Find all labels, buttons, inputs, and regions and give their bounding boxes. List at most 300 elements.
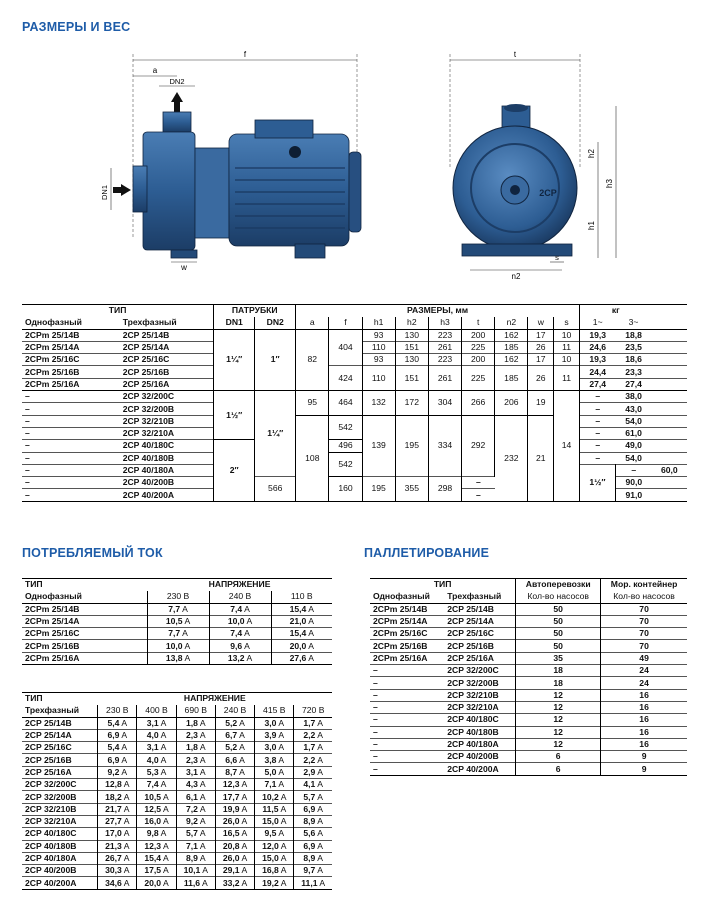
cell-kg1: – <box>476 489 481 500</box>
cell-current <box>98 877 137 889</box>
cell-kg3: 54,0 <box>625 452 642 463</box>
current-unit: A <box>239 766 245 777</box>
cell-s: 11 <box>554 366 580 391</box>
cell-kg1: 27,4 <box>589 378 607 389</box>
current-value: 1,8 <box>185 742 198 753</box>
dim-label-h1: h1 <box>587 221 596 230</box>
cell-current <box>294 852 332 864</box>
current-unit: A <box>199 754 206 765</box>
cell-model: 2CPm 25/16A <box>22 652 147 664</box>
current-value: 3,1 <box>146 717 159 728</box>
current-unit: A <box>241 840 248 851</box>
cell-current <box>137 852 176 864</box>
table-row <box>370 628 687 640</box>
col-a: a <box>296 317 329 329</box>
table-row <box>22 717 332 729</box>
cell-w: 26 <box>528 366 554 391</box>
cell-current <box>215 766 254 778</box>
current-value: 6,6 <box>225 754 238 765</box>
current-value: 26,0 <box>222 816 240 827</box>
current-unit: A <box>241 865 248 876</box>
current-value: 8,7 <box>225 766 238 777</box>
cell-current <box>98 779 137 791</box>
cell-model: – <box>373 702 378 713</box>
col-single: Однофазный <box>22 591 147 603</box>
current-unit: A <box>319 877 326 888</box>
current-value: 26,0 <box>222 853 240 863</box>
current-unit: A <box>123 853 130 863</box>
current-value: 6,9 <box>107 754 120 765</box>
table-row <box>370 751 687 763</box>
current-unit: A <box>280 791 287 802</box>
cell-h3: 223 <box>428 354 461 366</box>
hdr-ports: ПАТРУБКИ <box>214 305 296 317</box>
current-unit: A <box>160 828 167 839</box>
cell-current <box>271 640 332 652</box>
cell-t: 298 <box>428 477 461 502</box>
current-unit: A <box>308 616 314 627</box>
current-unit: A <box>280 816 287 827</box>
current-unit: A <box>241 828 248 839</box>
current-value: 11,6 <box>183 877 201 888</box>
cell-current <box>294 877 332 889</box>
current-unit: A <box>160 754 167 765</box>
cell-n2: 232 <box>495 415 528 501</box>
cell-t: 200 <box>462 329 495 341</box>
dim-label-w: w <box>181 263 187 272</box>
cell-a: 82 <box>296 329 329 390</box>
col-h3: h3 <box>428 317 461 329</box>
cell-current <box>147 628 209 640</box>
hdr-weight: кг <box>611 305 620 316</box>
cell-count-sea: 16 <box>639 714 649 725</box>
cell-model: 2CP 25/16A <box>120 378 214 390</box>
cell-a: 95 <box>296 391 329 416</box>
cell-dn2: 1½″ <box>579 464 615 501</box>
current-value: 21,3 <box>105 840 122 851</box>
current-value: 2,9 <box>303 766 316 777</box>
current-value: 9,2 <box>185 816 198 827</box>
current-value: 6,1 <box>185 791 198 802</box>
cell-count-auto: 50 <box>516 615 601 627</box>
cell-model: 2CP 32/210A <box>22 815 98 827</box>
current-value: 30,3 <box>105 865 122 876</box>
col-voltage: 690 В <box>176 705 215 717</box>
current-unit: A <box>317 791 323 802</box>
col-three: Трехфазный <box>120 317 214 329</box>
current-unit: A <box>182 603 188 614</box>
current-value: 20,8 <box>222 840 240 851</box>
cell-model: 2CP 25/14A <box>22 729 98 741</box>
current-value: 13,8 <box>165 652 183 663</box>
current-unit: A <box>280 840 287 851</box>
cell-current <box>255 717 294 729</box>
cell-f: 542 <box>329 452 362 477</box>
current-unit: A <box>184 652 191 663</box>
cell-s: 10 <box>554 329 580 341</box>
cell-current <box>98 815 137 827</box>
cell-model: 2CP 25/14A <box>447 616 494 627</box>
cell-count-sea: 16 <box>639 739 649 749</box>
cell-dn1: 1½″ <box>214 391 255 440</box>
current-unit: A <box>199 803 206 814</box>
cell-current <box>271 615 332 627</box>
current-value: 10,1 <box>183 865 201 876</box>
cell-current <box>176 717 215 729</box>
cell-count-sea: 70 <box>639 628 649 639</box>
current-value: 12,3 <box>222 779 240 790</box>
current-value: 8,9 <box>303 853 316 863</box>
col-h1: h1 <box>362 317 395 329</box>
current-unit: A <box>162 791 169 802</box>
table-row <box>370 689 687 701</box>
cell-current <box>98 754 137 766</box>
current-unit: A <box>278 742 285 753</box>
section-title-palletizing: ПАЛЛЕТИРОВАНИЕ <box>364 546 490 560</box>
current-value: 2,3 <box>185 730 198 741</box>
cell-model: 2CP 25/16B <box>120 366 214 378</box>
pump-side-view-drawing <box>95 48 365 278</box>
current-unit: A <box>317 730 323 741</box>
cell-f: 542 <box>329 415 362 440</box>
cell-current <box>98 791 137 803</box>
cell-model: 2CP 32/200B <box>120 403 214 415</box>
cell-current <box>215 742 254 754</box>
cell-current <box>215 815 254 827</box>
cell-model: 2CP 25/14B <box>447 603 494 614</box>
cell-current <box>255 766 294 778</box>
cell-model: – <box>25 403 30 414</box>
cell-model: 2CP 25/16A <box>22 766 98 778</box>
table-row <box>370 714 687 726</box>
hdr-type: ТИП <box>22 305 214 317</box>
cell-model: – <box>25 440 30 451</box>
cell-h3: 355 <box>395 477 428 502</box>
cell-model: 2CP 40/180A <box>120 464 214 476</box>
current-value: 6,9 <box>107 730 120 741</box>
current-unit: A <box>160 742 167 753</box>
col-voltage: 230 В <box>147 591 209 603</box>
current-unit: A <box>199 791 206 802</box>
current-value: 16,0 <box>144 816 162 827</box>
cell-kg3: 43,0 <box>625 403 642 414</box>
current-unit: A <box>241 803 248 814</box>
cell-current <box>98 852 137 864</box>
current-unit: A <box>199 779 206 790</box>
cell-current <box>137 815 176 827</box>
cell-s: 10 <box>554 354 580 366</box>
current-value: 10,5 <box>144 791 162 802</box>
cell-current <box>294 865 332 877</box>
cell-model: 2CP 40/180C <box>22 828 98 840</box>
current-value: 2,2 <box>303 754 316 765</box>
cell-f: 424 <box>329 366 362 391</box>
hdr-voltage: НАПРЯЖЕНИЕ <box>208 579 271 590</box>
current-unit: A <box>244 640 250 651</box>
col-voltage: 110 В <box>290 591 313 602</box>
cell-current <box>215 852 254 864</box>
cell-model: 2CPm 25/16A <box>373 652 428 663</box>
cell-model: 2CPm 25/14B <box>373 603 428 614</box>
cell-model: 2CPm 25/16B <box>25 366 80 377</box>
current-value: 3,9 <box>264 730 277 741</box>
current-value: 9,2 <box>107 766 120 777</box>
current-value: 12,0 <box>262 840 279 851</box>
cell-count-auto: 12 <box>516 714 601 726</box>
table-row <box>22 815 332 827</box>
cell-current <box>294 779 332 791</box>
current-value: 19,2 <box>262 877 279 888</box>
cell-current <box>137 828 176 840</box>
current-unit: A <box>199 742 206 753</box>
table-row <box>22 754 332 766</box>
cell-current <box>255 852 294 864</box>
current-unit: A <box>199 766 206 777</box>
cell-model: 2CP 40/200A <box>447 763 499 774</box>
table-row <box>22 440 687 452</box>
cell-h2: 130 <box>395 354 428 366</box>
current-unit: A <box>123 865 130 876</box>
current-unit: A <box>278 717 285 728</box>
cell-a: 108 <box>296 415 329 501</box>
table-row <box>22 865 332 877</box>
cell-model: 2CP 25/14B <box>22 717 98 729</box>
cell-current <box>98 729 137 741</box>
col-voltage: 415 В <box>255 705 294 717</box>
cell-current <box>137 865 176 877</box>
cell-current <box>294 815 332 827</box>
cell-h1: 93 <box>362 354 395 366</box>
cell-model: 2CP 32/210A <box>447 702 499 713</box>
current-value: 3,0 <box>264 742 277 753</box>
current-unit: A <box>241 779 248 790</box>
current-value: 3,1 <box>185 766 198 777</box>
cell-model: 2CP 40/180C <box>447 714 499 725</box>
cell-h1: 93 <box>362 329 395 341</box>
cell-current <box>255 754 294 766</box>
current-value: 1,8 <box>185 717 198 728</box>
current-unit: A <box>317 779 323 790</box>
current-value: 7,1 <box>185 840 198 851</box>
col-kg3: 3~ <box>628 317 639 328</box>
current-value: 19,9 <box>222 803 240 814</box>
cell-model: – <box>373 726 378 737</box>
cell-model: – <box>25 489 30 500</box>
cell-count-sea: 70 <box>639 616 649 627</box>
current-unit: A <box>239 742 245 753</box>
cell-model: 2CP 32/210B <box>447 689 499 700</box>
current-three-phase-table <box>22 692 332 890</box>
cell-model: 2CPm 25/16B <box>373 640 428 651</box>
current-unit: A <box>241 816 248 827</box>
cell-model: – <box>25 391 30 402</box>
col-voltage: 240 В <box>209 591 271 603</box>
current-unit: A <box>246 616 253 627</box>
current-unit: A <box>162 877 169 888</box>
cell-current <box>294 803 332 815</box>
cell-current <box>137 791 176 803</box>
cell-model: 2CP 40/200B <box>447 751 499 762</box>
cell-kg1: – <box>595 403 601 414</box>
current-value: 17,5 <box>144 865 162 876</box>
current-unit: A <box>280 853 287 863</box>
current-value: 7,2 <box>185 803 198 814</box>
current-value: 29,1 <box>222 865 240 876</box>
cell-model: 2CP 32/200C <box>447 665 499 676</box>
current-unit: A <box>278 754 285 765</box>
cell-count-auto: 50 <box>516 628 601 640</box>
cell-n2: 185 <box>495 341 528 353</box>
current-unit: A <box>308 603 314 614</box>
hdr-auto: Автоперевозки <box>516 579 601 591</box>
cell-n2: 162 <box>495 354 528 366</box>
cell-current <box>209 615 271 627</box>
col-voltage: 400 В <box>137 705 176 717</box>
col-single: Однофазный <box>373 591 430 602</box>
cell-kg1: – <box>595 391 601 402</box>
cell-count-sea: 16 <box>639 689 649 700</box>
current-value: 11,1 <box>301 877 318 888</box>
cell-current <box>255 865 294 877</box>
cell-model: – <box>373 751 378 762</box>
cell-current <box>137 779 176 791</box>
cell-current <box>176 840 215 852</box>
table-row <box>22 828 332 840</box>
current-value: 7,4 <box>230 603 243 614</box>
current-unit: A <box>162 853 169 863</box>
cell-kg3: 18,8 <box>625 329 642 340</box>
cell-count-auto: 6 <box>516 751 601 763</box>
cell-count-auto: 35 <box>516 652 601 664</box>
current-unit: A <box>123 840 130 851</box>
cell-count-sea: 16 <box>639 702 649 713</box>
cell-current <box>215 840 254 852</box>
cell-h3: 334 <box>428 415 461 476</box>
cell-model: 2CP 25/16B <box>22 754 98 766</box>
cell-model: 2CP 25/16C <box>447 628 494 639</box>
current-unit: A <box>160 766 167 777</box>
current-value: 3,8 <box>264 754 277 765</box>
table-row <box>370 677 687 689</box>
current-value: 1,7 <box>303 717 316 728</box>
cell-current <box>294 754 332 766</box>
current-value: 3,0 <box>264 717 277 728</box>
current-value: 17,7 <box>222 791 240 802</box>
cell-kg3: 23,5 <box>625 342 642 353</box>
cell-current <box>137 840 176 852</box>
current-value: 10,2 <box>262 791 279 802</box>
cell-s: 14 <box>554 391 580 502</box>
table-row <box>370 701 687 713</box>
table-row <box>22 415 687 427</box>
cell-model: 2CP 40/200A <box>22 877 98 889</box>
cell-current <box>137 877 176 889</box>
current-value: 15,4 <box>144 853 162 863</box>
table-row <box>22 779 332 791</box>
current-unit: A <box>160 730 167 741</box>
current-value: 7,4 <box>230 628 243 639</box>
cell-current <box>147 640 209 652</box>
current-unit: A <box>278 779 285 790</box>
cell-model: – <box>25 452 30 463</box>
cell-w: 26 <box>528 341 554 353</box>
current-unit: A <box>123 803 130 814</box>
cell-kg3: 18,6 <box>625 354 642 365</box>
cell-current <box>215 779 254 791</box>
current-value: 12,8 <box>105 779 122 790</box>
cell-h3: 261 <box>428 366 461 391</box>
cell-count-auto: 12 <box>516 738 601 750</box>
cell-current <box>176 803 215 815</box>
col-voltage: 240 В <box>215 705 254 717</box>
cell-current <box>215 754 254 766</box>
current-value: 6,7 <box>225 730 238 741</box>
cell-current <box>255 815 294 827</box>
cell-current <box>255 877 294 889</box>
cell-count-auto: 50 <box>516 640 601 652</box>
current-value: 2,2 <box>303 730 316 741</box>
table-row <box>22 652 332 664</box>
cell-count-auto: 18 <box>516 677 601 689</box>
cell-current <box>294 791 332 803</box>
current-unit: A <box>123 779 130 790</box>
current-value: 5,4 <box>107 717 120 728</box>
current-unit: A <box>241 791 248 802</box>
cell-count-auto: 18 <box>516 665 601 677</box>
cell-current <box>294 717 332 729</box>
cell-current <box>98 828 137 840</box>
cell-kg1: 24,6 <box>589 342 607 353</box>
current-value: 9,8 <box>146 828 159 839</box>
cell-model: 2CP 40/200B <box>120 477 214 489</box>
cell-model: 2CP 40/180B <box>22 840 98 852</box>
cell-current <box>137 742 176 754</box>
cell-model: 2CPm 25/16C <box>25 354 80 365</box>
current-unit: A <box>308 640 314 651</box>
hdr-sea: Мор. контейнер <box>610 579 678 590</box>
cell-model: 2CPm 25/14B <box>22 603 147 615</box>
cell-count-sea: 24 <box>639 677 649 688</box>
cell-n2: 162 <box>495 329 528 341</box>
current-unit: A <box>162 803 169 814</box>
cell-current <box>215 803 254 815</box>
current-unit: A <box>317 766 323 777</box>
table-row <box>22 603 332 615</box>
table-row <box>22 791 332 803</box>
cell-current <box>215 729 254 741</box>
current-unit: A <box>308 652 314 663</box>
current-value: 21,7 <box>105 803 122 814</box>
cell-s: 11 <box>554 341 580 353</box>
cell-current <box>98 865 137 877</box>
current-value: 9,6 <box>230 640 243 651</box>
current-value: 34,6 <box>105 877 122 888</box>
current-unit: A <box>123 791 130 802</box>
cell-current <box>215 717 254 729</box>
cell-kg1: – <box>476 477 481 488</box>
cell-kg1: – <box>595 428 601 439</box>
cell-count-sea: 24 <box>639 665 649 676</box>
cell-current <box>137 729 176 741</box>
current-unit: A <box>121 754 128 765</box>
current-value: 18,2 <box>105 791 122 802</box>
cell-current <box>137 803 176 815</box>
cell-current <box>147 652 209 664</box>
cell-count-sea: 49 <box>639 652 649 663</box>
cell-h2: 151 <box>395 341 428 353</box>
cell-count-auto: 12 <box>516 689 601 701</box>
cell-kg3: 60,0 <box>660 465 678 475</box>
